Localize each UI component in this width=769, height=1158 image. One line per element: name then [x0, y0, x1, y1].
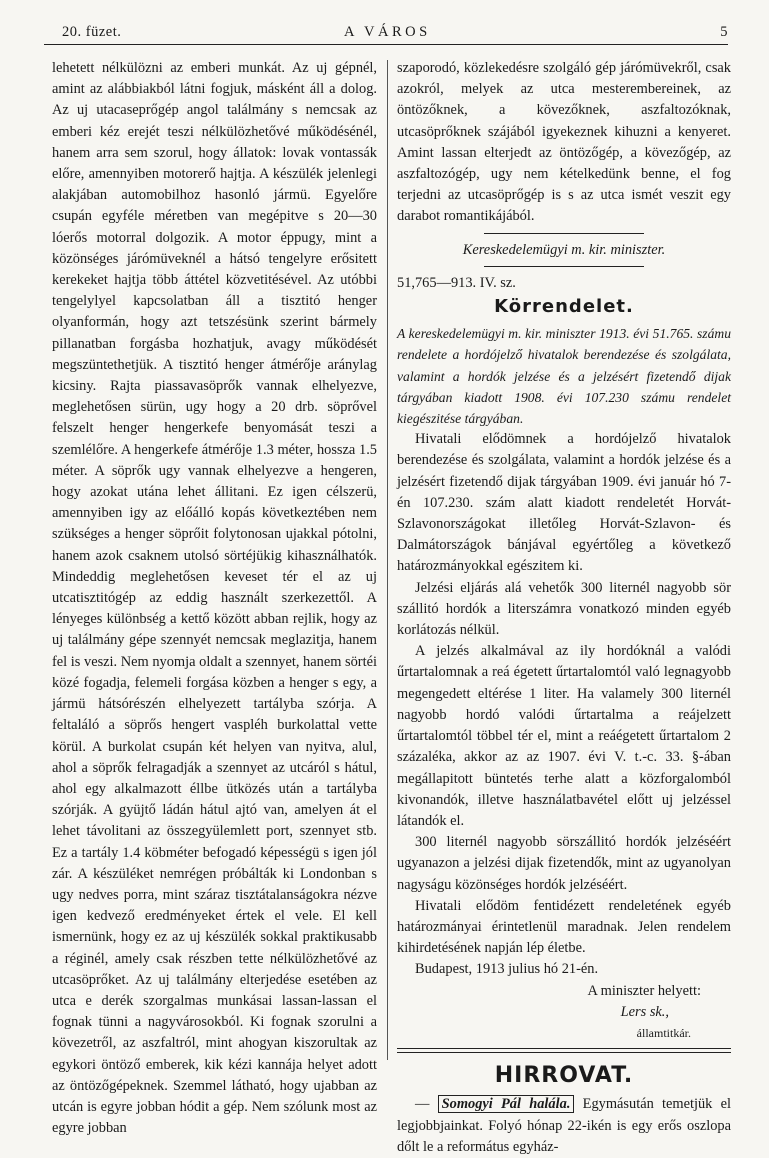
decree-summary: A kereskedelemügyi m. kir. miniszter 1913. évi 51.765. számu rendelete a hordójelző hivatalok berendezése és szolgálata, valamint a hordók jelzése és a jelzésért fizetendő dijak tárgyában kiadott 1908. évi 107.230 számu rendelet kiegészitése tárgyában.: [397, 326, 731, 427]
obituary-text: Egymásután temetjük el legjobbjainkat. Folyó hónap 22-ikén is egy erős oszlopa dőlt le a református egyház-: [397, 1096, 731, 1155]
signature-name: Lers sk.,: [620, 1003, 669, 1020]
decree-paragraph: 300 liternél nagyobb sörszállitó hordók jelzéséért ugyanazon a jelzési dijak fizetendők, mint az ugyanolyan nagyságu közönséges hordók jelzéséért.: [397, 834, 731, 893]
header-rule: [44, 44, 728, 45]
section-rule: [484, 266, 644, 267]
section-divider: [397, 1048, 731, 1053]
obituary-title: Somogyi Pál halála.: [438, 1095, 575, 1113]
decree-paragraph: Hivatali elődöm fentidézett rendeletének egyéb határozmányai érintetlenül maradnak. Jelen rendelem kihirdetésének napján lép életbe.: [397, 897, 731, 957]
right-column: [397, 58, 731, 1158]
ministry-heading: Kereskedelemügyi m. kir. miniszter.: [462, 241, 666, 258]
article-text-left: lehetett nélkülözni az emberi munkát. Az uj gépnél, amint az alábbiakból látni fogjuk, másként áll a dolog. Az uj utacaseprőgép angol találmány s nemcsak az emberi kéz erejét teszi nélkülözhetővé működésénél, hanem arra sem szorul, hogy állatok: lovak vontassák előre, amennyiben motorerő hajtja. A készülék jelenlegi alakjában automobilhoz hasonló jármü. Egyelőre csupán egyféle méretben van megépitve s 20—30 lóerős motorral dolgozik. A motor éppugy, mint a közönséges járómüveknél a hátsó tengelyre erősitett kerekeket hajtja több áttétel közvetitésével. Az utóbbi tengelylyel kapcsolatban áll a tisztitó henger olyanformán, hogy azt tetszésünk szerint bármely pillanatban forgásba hozhatjuk, avagy működését megszüntethetjük. A tisztitó henger átmérője aránylag kicsiny. Rajta piassavasöprők vannak elhelyezve, meglehetősen sürün, ugy hogy a 20 drb. söprővel felszelt henger hengerkefe benyomását teszi a szemlélőre. A hengerkefe átmérője 1.3 méter, hossza 1.5 méter. A söprők ugy vannak elhelyezve a hengeren, hogy azokat utána lehet állitani. Ez igen célszerü, amennyiben igy az előálló kopás következtében nem szükséges a henger söprőit folytonosan ujakkal pótolni, hanem azok csaknem utolsó sörtéjükig kihasználhatók. Mindeddig meglehetősen keveset tér el az uj utcatisztitógép az eddig használt szerkezettől. A lényeges különbség a kettő között abban rejlik, hogy az uj találmány gépe szennyét nemcsak meglazitja, hanem fel is veszi. Nem nyomja oldalt a szennyet, hanem sörtéi közé fogadja, felemeli forgása közben a henger s egy, a jármü hátsórészén elhelyezett tartályba szórja. A feltaláló a söprős hengert vaspléh burkolattal vette körül. A burkolat csupán két helyen van nyitva, alul, ahol a söprők felragadják a szennyet az utcáról s hátul, ahol egy alkalmazott éllbe ütközés után a tartályba szórják. A gyüjtő ládán hátul ajtó van, amelyen át el lehet távolitani az összegyülemlett port, szennyet stb. Ez a tartály 1.4 köbméter befogadó képességü s igen jól zár. A készüléket nemrégen próbálták ki Londonban s ugy nedves porra, mint száraz tisztátalanságokra nézve igen kedvező eredményeket értek el vele. El kell ismernünk, hogy ez az uj készülék sokkal praktikusabb a réginél, amely csak részben tette nélkülözhetővé az utcasöprőket. Az uj találmány elterjedése esetében az utca e derék szorgalmas munkásai lassan-lassan el fognak tünni a nagyvárosokból. Ki fognak szorulni a kövezetről, az aszfaltról, mint ahogyan kiszorultak az egykori öntöző emberek, kik kézi kannája helyet adott az öntözőgépeknek. Szemmel látható, hogy ujabban az utcán is egyre jobban hódit a gép. Nem szólunk most az egyre jobban: [52, 60, 377, 1137]
obituary-paragraph: [397, 1094, 731, 1158]
column-divider: [387, 60, 388, 1060]
obituary-dash: —: [415, 1096, 430, 1113]
decree-paragraph: A jelzés alkalmával az ily hordóknál a valódi űrtartalomnak a reá égetett űrtartalomtól való legnagyobb megengedett eltérése 1 liter. Ha valamely 300 liternél nagyobb hordó valódi űrtartalma a reájelzett űrtartalomtól többel tér el, mint a reáégetett űrtartalom 2 százaléka, akkor az az 1907. évi V. t.-c. 33. §-ában megállapitott büntetés terhe alatt a közforgalomból kivonandók, illetve használatbavétel előtt uj jelzéssel látandók el.: [397, 643, 731, 829]
signature-line: A miniszter helyett:: [587, 982, 701, 999]
decree-date: Budapest, 1913 julius hó 21-én.: [415, 961, 599, 978]
decree-paragraph: Jelzési eljárás alá vehetők 300 liternél nagyobb sör szállitó hordók a literszámra vonatkozó minden egyéb korlátozás nélkül.: [397, 579, 731, 639]
signature-title: államtitkár.: [636, 1025, 691, 1040]
decree-title: Körrendelet.: [494, 296, 634, 318]
decree-reference: 51,765—913. IV. sz.: [397, 274, 516, 291]
section-rule: [484, 233, 644, 234]
article-continuation: szaporodó, közlekedésre szolgáló gép járómüvekről, csak azokról, melyek az utca mesterembereinek, az öntözőknek, a kövezőknek, aszfaltozóknak, utcasöprőknek szájából igyekeznek kihuzni a kenyeret. Amint lassan elterjedt az öntözőgép, a kövezőgép, az aszfaltozógép, ugy nem kételkedünk benne, el fog terjedni az utcasöprőgép is s az utca ismét veszit egy darabot romantikájából.: [397, 60, 731, 225]
decree-paragraph: Hivatali elődömnek a hordójelző hivatalok berendezése és szolgálata, valamint a hordók jelzése és a jelzésért fizetendő dijak tárgyában 1909. évi január hó 7-én 107.230. szám alatt kiadott rendeletét Horvát-Szlavonországokat illetőleg Horvát-Szlavon- és Dalmátországok bánjával egyértőleg a következő határozmányokkal egészitem ki.: [397, 431, 731, 575]
news-section-title: HIRROVAT.: [494, 1063, 634, 1089]
page-header: [44, 24, 728, 50]
journal-title: A VÁROS: [344, 24, 431, 40]
issue-number: 20. füzet.: [62, 24, 122, 40]
page-number: 5: [720, 24, 728, 40]
left-column: [52, 58, 377, 1139]
